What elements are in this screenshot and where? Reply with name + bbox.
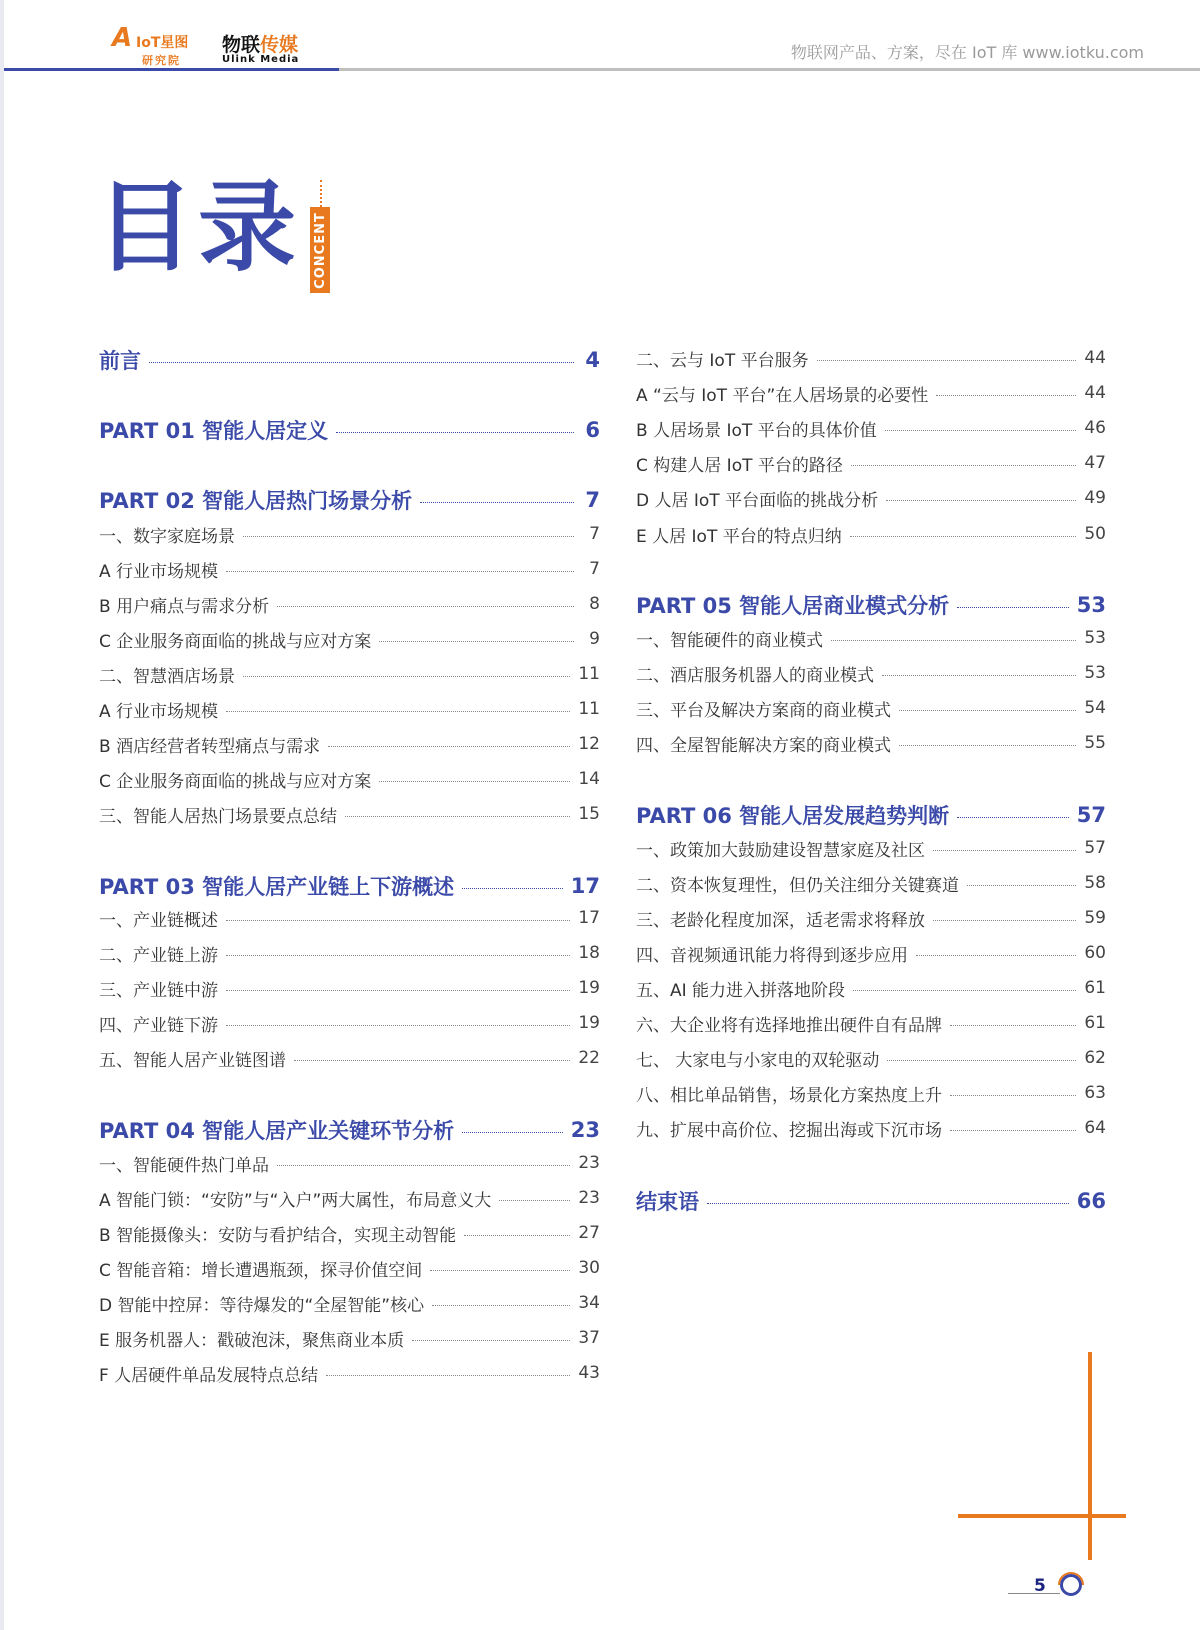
ulink-logo-cn-a: 物联 bbox=[222, 34, 261, 56]
toc-entry-right-12[interactable] bbox=[636, 800, 1106, 830]
toc-leader-dots bbox=[226, 1025, 570, 1026]
toc-leader-dots bbox=[950, 1130, 1076, 1131]
toc-entry-page-number: 66 bbox=[1076, 1189, 1106, 1213]
header-tagline: 物联网产品、方案，尽在 IoT 库 www.iotku.com bbox=[790, 43, 1144, 62]
toc-entry-page-number: 7 bbox=[589, 524, 600, 544]
toc-entry-page-number: 34 bbox=[578, 1293, 600, 1313]
corner-cross-horizontal bbox=[958, 1514, 1126, 1518]
toc-entry-page-number: 12 bbox=[578, 734, 600, 754]
toc-entry-right-1[interactable] bbox=[636, 345, 1106, 371]
toc-leader-dots bbox=[430, 1270, 570, 1271]
toc-entry-left-18[interactable] bbox=[99, 1045, 600, 1071]
aiot-logo-subtitle: 研究院 bbox=[142, 54, 181, 67]
toc-entry-left-6[interactable] bbox=[99, 591, 600, 617]
toc-entry-right-10[interactable] bbox=[636, 695, 1106, 721]
toc-entry-label: 四、产业链下游 bbox=[99, 1015, 218, 1036]
toc-entry-right-9[interactable] bbox=[636, 660, 1106, 686]
toc-entry-right-5[interactable] bbox=[636, 485, 1106, 511]
toc-entry-page-number: 15 bbox=[578, 804, 600, 824]
toc-leader-dots bbox=[851, 465, 1076, 466]
toc-entry-page-number: 55 bbox=[1084, 733, 1106, 753]
toc-leader-dots bbox=[936, 395, 1076, 396]
toc-leader-dots bbox=[294, 1060, 570, 1061]
toc-entry-right-11[interactable] bbox=[636, 730, 1106, 756]
toc-entry-right-21[interactable] bbox=[636, 1115, 1106, 1141]
toc-entry-label: 八、相比单品销售，场景化方案热度上升 bbox=[636, 1085, 942, 1106]
toc-entry-left-15[interactable] bbox=[99, 940, 600, 966]
toc-leader-dots bbox=[950, 1025, 1076, 1026]
toc-leader-dots bbox=[226, 571, 574, 572]
toc-leader-dots bbox=[464, 1235, 570, 1236]
toc-entry-page-number: 60 bbox=[1084, 943, 1106, 963]
toc-leader-dots bbox=[885, 430, 1077, 431]
toc-entry-right-17[interactable] bbox=[636, 975, 1106, 1001]
toc-entry-left-12[interactable] bbox=[99, 801, 600, 827]
toc-entry-page-number: 8 bbox=[589, 594, 600, 614]
toc-entry-label: 二、酒店服务机器人的商业模式 bbox=[636, 665, 874, 686]
toc-entry-label: B 酒店经营者转型痛点与需求 bbox=[99, 736, 321, 757]
toc-entry-page-number: 37 bbox=[578, 1328, 600, 1348]
toc-entry-label: 三、产业链中游 bbox=[99, 980, 218, 1001]
toc-entry-left-11[interactable] bbox=[99, 766, 600, 792]
toc-leader-dots bbox=[899, 745, 1076, 746]
toc-entry-left-4[interactable] bbox=[99, 521, 600, 547]
toc-entry-label: 结束语 bbox=[636, 1190, 699, 1214]
toc-entry-label: 三、平台及解决方案商的商业模式 bbox=[636, 700, 891, 721]
ulink-media-logo bbox=[222, 30, 312, 70]
toc-entry-label: 四、全屋智能解决方案的商业模式 bbox=[636, 735, 891, 756]
toc-entry-right-7[interactable] bbox=[636, 590, 1106, 620]
toc-entry-page-number: 19 bbox=[578, 1013, 600, 1033]
toc-entry-left-26[interactable] bbox=[99, 1360, 600, 1386]
toc-entry-page-number: 61 bbox=[1084, 978, 1106, 998]
page-edge bbox=[0, 0, 4, 1630]
toc-entry-left-20[interactable] bbox=[99, 1150, 600, 1176]
toc-leader-dots bbox=[933, 920, 1076, 921]
toc-entry-left-1[interactable] bbox=[99, 345, 600, 375]
toc-entry-page-number: 6 bbox=[585, 418, 600, 442]
toc-leader-dots bbox=[226, 920, 570, 921]
toc-entry-label: 一、产业链概述 bbox=[99, 910, 218, 931]
aiot-logo-brand: IoT星图 bbox=[136, 35, 189, 51]
toc-entry-label: B 智能摄像头：安防与看护结合，实现主动智能 bbox=[99, 1225, 457, 1246]
toc-entry-page-number: 44 bbox=[1084, 383, 1106, 403]
toc-entry-left-17[interactable] bbox=[99, 1010, 600, 1036]
toc-entry-label: B 人居场景 IoT 平台的具体价值 bbox=[636, 420, 877, 441]
toc-entry-page-number: 23 bbox=[570, 1118, 600, 1142]
toc-entry-left-2[interactable] bbox=[99, 415, 600, 445]
toc-leader-dots bbox=[277, 606, 574, 607]
toc-leader-dots bbox=[379, 641, 574, 642]
toc-entry-left-14[interactable] bbox=[99, 905, 600, 931]
toc-entry-label: D 智能中控屏：等待爆发的“全屋智能”核心 bbox=[99, 1295, 425, 1316]
toc-leader-dots bbox=[887, 1060, 1076, 1061]
toc-entry-left-25[interactable] bbox=[99, 1325, 600, 1351]
page-number: 5 bbox=[1034, 1576, 1046, 1596]
toc-entry-left-24[interactable] bbox=[99, 1290, 600, 1316]
toc-entry-page-number: 63 bbox=[1084, 1083, 1106, 1103]
toc-entry-label: E 服务机器人：戳破泡沫，聚焦商业本质 bbox=[99, 1330, 405, 1351]
toc-entry-right-19[interactable] bbox=[636, 1045, 1106, 1071]
toc-entry-right-3[interactable] bbox=[636, 415, 1106, 441]
toc-entry-label: C 企业服务商面临的挑战与应对方案 bbox=[99, 771, 372, 792]
title-side-label: CONCENT bbox=[312, 211, 328, 289]
toc-entry-page-number: 64 bbox=[1084, 1118, 1106, 1138]
toc-leader-dots bbox=[243, 676, 570, 677]
toc-entry-page-number: 17 bbox=[578, 908, 600, 928]
toc-entry-page-number: 53 bbox=[1076, 593, 1106, 617]
aiot-logo bbox=[112, 24, 200, 68]
toc-entry-page-number: 7 bbox=[585, 488, 600, 512]
toc-entry-label: 六、大企业将有选择地推出硬件自有品牌 bbox=[636, 1015, 942, 1036]
toc-entry-label: 三、智能人居热门场景要点总结 bbox=[99, 806, 337, 827]
toc-entry-page-number: 4 bbox=[585, 348, 600, 372]
toc-entry-left-7[interactable] bbox=[99, 626, 600, 652]
toc-leader-dots bbox=[950, 1095, 1076, 1096]
toc-entry-page-number: 30 bbox=[578, 1258, 600, 1278]
ulink-logo-en: Ulink Media bbox=[222, 54, 300, 65]
toc-leader-dots bbox=[499, 1200, 570, 1201]
toc-entry-label: 七、 大家电与小家电的双轮驱动 bbox=[636, 1050, 880, 1071]
toc-leader-dots bbox=[916, 955, 1076, 956]
toc-entry-label: 五、AI 能力进入拼落地阶段 bbox=[636, 980, 846, 1001]
title-side-tag-text-wrap bbox=[310, 207, 330, 293]
toc-entry-page-number: 27 bbox=[578, 1223, 600, 1243]
toc-entry-label: PART 05 智能人居商业模式分析 bbox=[636, 594, 950, 618]
toc-leader-dots bbox=[707, 1203, 1069, 1204]
toc-entry-label: A 智能门锁：“安防”与“入户”两大属性，布局意义大 bbox=[99, 1190, 492, 1211]
toc-entry-page-number: 50 bbox=[1084, 524, 1106, 544]
toc-entry-page-number: 18 bbox=[578, 943, 600, 963]
toc-entry-page-number: 61 bbox=[1084, 1013, 1106, 1033]
toc-entry-label: E 人居 IoT 平台的特点归纳 bbox=[636, 526, 842, 547]
toc-leader-dots bbox=[967, 885, 1076, 886]
toc-entry-label: 五、智能人居产业链图谱 bbox=[99, 1050, 286, 1071]
toc-leader-dots bbox=[462, 1132, 563, 1133]
toc-entry-label: 一、数字家庭场景 bbox=[99, 526, 235, 547]
toc-entry-page-number: 58 bbox=[1084, 873, 1106, 893]
toc-entry-page-number: 17 bbox=[570, 874, 600, 898]
header-divider bbox=[4, 68, 1200, 71]
toc-leader-dots bbox=[957, 607, 1069, 608]
toc-entry-label: PART 01 智能人居定义 bbox=[99, 419, 329, 443]
toc-entry-left-10[interactable] bbox=[99, 731, 600, 757]
toc-entry-label: PART 04 智能人居产业关键环节分析 bbox=[99, 1119, 455, 1143]
toc-leader-dots bbox=[432, 1305, 570, 1306]
toc-entry-right-4[interactable] bbox=[636, 450, 1106, 476]
toc-entry-left-5[interactable] bbox=[99, 556, 600, 582]
aiot-logo-mark: A bbox=[112, 23, 133, 53]
toc-leader-dots bbox=[886, 500, 1076, 501]
toc-entry-right-18[interactable] bbox=[636, 1010, 1106, 1036]
toc-entry-page-number: 53 bbox=[1084, 663, 1106, 683]
toc-entry-label: F 人居硬件单品发展特点总结 bbox=[99, 1365, 319, 1386]
toc-entry-left-8[interactable] bbox=[99, 661, 600, 687]
toc-entry-left-19[interactable] bbox=[99, 1115, 600, 1145]
toc-entry-page-number: 46 bbox=[1084, 418, 1106, 438]
toc-entry-page-number: 23 bbox=[578, 1188, 600, 1208]
toc-entry-label: 一、政策加大鼓励建设智慧家庭及社区 bbox=[636, 840, 925, 861]
toc-entry-left-3[interactable] bbox=[99, 485, 600, 515]
toc-entry-label: 三、老龄化程度加深，适老需求将释放 bbox=[636, 910, 925, 931]
toc-entry-right-6[interactable] bbox=[636, 521, 1106, 547]
toc-leader-dots bbox=[328, 746, 570, 747]
toc-entry-label: A 行业市场规模 bbox=[99, 701, 219, 722]
toc-entry-label: PART 06 智能人居发展趋势判断 bbox=[636, 804, 950, 828]
toc-entry-left-21[interactable] bbox=[99, 1185, 600, 1211]
toc-entry-page-number: 49 bbox=[1084, 488, 1106, 508]
toc-leader-dots bbox=[817, 360, 1077, 361]
toc-entry-right-16[interactable] bbox=[636, 940, 1106, 966]
toc-leader-dots bbox=[336, 432, 574, 433]
toc-entry-page-number: 7 bbox=[589, 559, 600, 579]
toc-entry-label: 二、智慧酒店场景 bbox=[99, 666, 235, 687]
toc-leader-dots bbox=[226, 990, 570, 991]
toc-entry-page-number: 14 bbox=[578, 769, 600, 789]
toc-entry-page-number: 23 bbox=[578, 1153, 600, 1173]
toc-leader-dots bbox=[243, 536, 574, 537]
toc-leader-dots bbox=[899, 710, 1076, 711]
toc-leader-dots bbox=[226, 711, 570, 712]
toc-leader-dots bbox=[326, 1375, 570, 1376]
toc-leader-dots bbox=[420, 502, 574, 503]
toc-entry-page-number: 57 bbox=[1076, 803, 1106, 827]
toc-entry-label: 一、智能硬件的商业模式 bbox=[636, 630, 823, 651]
toc-leader-dots bbox=[853, 990, 1076, 991]
toc-entry-page-number: 11 bbox=[578, 664, 600, 684]
toc-entry-label: A 行业市场规模 bbox=[99, 561, 219, 582]
toc-entry-right-22[interactable] bbox=[636, 1186, 1106, 1216]
toc-leader-dots bbox=[412, 1340, 570, 1341]
toc-entry-label: PART 02 智能人居热门场景分析 bbox=[99, 489, 413, 513]
toc-entry-label: C 企业服务商面临的挑战与应对方案 bbox=[99, 631, 372, 652]
toc-entry-label: 九、扩展中高价位、挖掘出海或下沉市场 bbox=[636, 1120, 942, 1141]
toc-entry-label: 四、音视频通讯能力将得到逐步应用 bbox=[636, 945, 908, 966]
toc-entry-page-number: 43 bbox=[578, 1363, 600, 1383]
toc-leader-dots bbox=[882, 675, 1076, 676]
toc-entry-label: 一、智能硬件热门单品 bbox=[99, 1155, 269, 1176]
ulink-logo-cn-b: 传媒 bbox=[260, 34, 299, 56]
toc-entry-label: PART 03 智能人居产业链上下游概述 bbox=[99, 875, 455, 899]
toc-entry-label: 二、资本恢复理性，但仍关注细分关键赛道 bbox=[636, 875, 959, 896]
toc-leader-dots bbox=[957, 817, 1069, 818]
toc-entry-page-number: 57 bbox=[1084, 838, 1106, 858]
toc-entry-label: A “云与 IoT 平台”在人居场景的必要性 bbox=[636, 385, 929, 406]
toc-entry-page-number: 47 bbox=[1084, 453, 1106, 473]
toc-entry-page-number: 22 bbox=[578, 1048, 600, 1068]
toc-entry-label: 二、云与 IoT 平台服务 bbox=[636, 350, 809, 371]
toc-leader-dots bbox=[379, 781, 570, 782]
toc-entry-right-20[interactable] bbox=[636, 1080, 1106, 1106]
toc-entry-page-number: 19 bbox=[578, 978, 600, 998]
toc-entry-label: C 智能音箱：增长遭遇瓶颈，探寻价值空间 bbox=[99, 1260, 423, 1281]
toc-entry-left-9[interactable] bbox=[99, 696, 600, 722]
toc-entry-page-number: 53 bbox=[1084, 628, 1106, 648]
page-title: 目录 bbox=[96, 171, 301, 285]
toc-leader-dots bbox=[345, 816, 570, 817]
toc-entry-left-22[interactable] bbox=[99, 1220, 600, 1246]
toc-entry-right-14[interactable] bbox=[636, 870, 1106, 896]
toc-leader-dots bbox=[933, 850, 1076, 851]
toc-entry-left-16[interactable] bbox=[99, 975, 600, 1001]
toc-leader-dots bbox=[226, 955, 570, 956]
toc-entry-right-2[interactable] bbox=[636, 380, 1106, 406]
toc-entry-left-13[interactable] bbox=[99, 871, 600, 901]
toc-entry-page-number: 59 bbox=[1084, 908, 1106, 928]
toc-leader-dots bbox=[850, 536, 1077, 537]
toc-leader-dots bbox=[149, 362, 574, 363]
toc-entry-page-number: 54 bbox=[1084, 698, 1106, 718]
toc-entry-left-23[interactable] bbox=[99, 1255, 600, 1281]
toc-entry-label: C 构建人居 IoT 平台的路径 bbox=[636, 455, 843, 476]
toc-entry-page-number: 44 bbox=[1084, 348, 1106, 368]
toc-entry-right-15[interactable] bbox=[636, 905, 1106, 931]
toc-leader-dots bbox=[462, 888, 563, 889]
toc-entry-page-number: 9 bbox=[589, 629, 600, 649]
toc-entry-label: B 用户痛点与需求分析 bbox=[99, 596, 270, 617]
toc-entry-right-13[interactable] bbox=[636, 835, 1106, 861]
toc-leader-dots bbox=[831, 640, 1076, 641]
toc-entry-page-number: 11 bbox=[578, 699, 600, 719]
toc-entry-label: D 人居 IoT 平台面临的挑战分析 bbox=[636, 490, 879, 511]
toc-entry-label: 二、产业链上游 bbox=[99, 945, 218, 966]
toc-leader-dots bbox=[277, 1165, 570, 1166]
toc-entry-right-8[interactable] bbox=[636, 625, 1106, 651]
toc-entry-page-number: 62 bbox=[1084, 1048, 1106, 1068]
title-dotted-line bbox=[320, 180, 322, 207]
toc-entry-label: 前言 bbox=[99, 349, 141, 373]
corner-cross-vertical bbox=[1088, 1352, 1092, 1560]
